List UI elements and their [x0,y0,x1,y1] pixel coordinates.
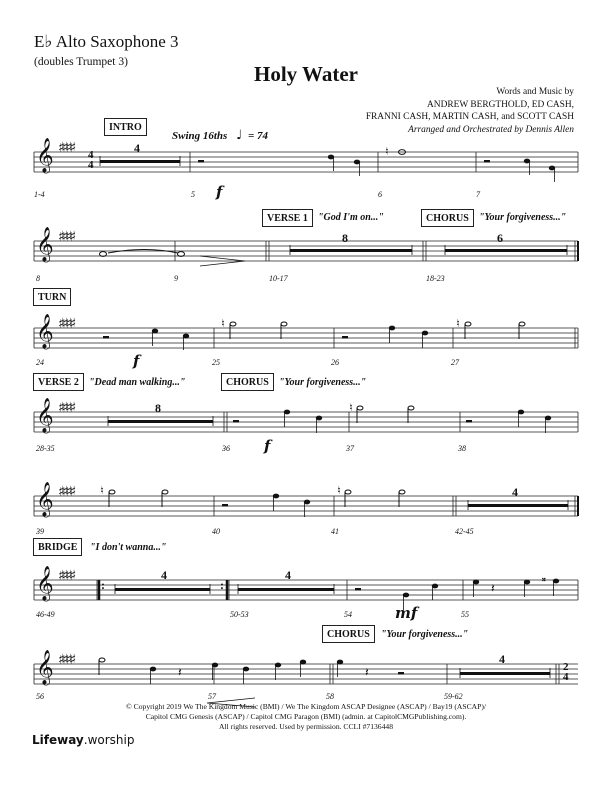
measure-number: 46-49 [36,610,55,619]
natural-sign-icon: ♮ [456,318,460,330]
dynamic-marking: f [264,437,271,455]
measure-number: 58 [326,692,334,701]
measure-number: 1-4 [34,190,45,199]
multirest-count: 4 [134,141,140,155]
tempo-bpm: = 74 [248,130,269,142]
multirest-count: 4 [161,568,167,582]
key-signature-sharps-icon: ♯♯♯♯ [58,400,74,416]
credits-line: FRANNI CASH, MARTIN CASH, and SCOTT CASH [365,112,574,123]
measure-number: 27 [451,358,459,367]
dynamic-marking: mf [395,604,418,622]
rehearsal-mark-verse-2: VERSE 2 [33,373,84,391]
instrument-doubling: (doubles Trumpet 3) [34,56,128,68]
measure-number: 24 [36,358,44,367]
quarter-rest-icon: 𝄽 [178,665,182,679]
time-signature-change: 2 4 [563,661,569,683]
copyright-line: © Copyright 2019 We The Kingdom Music (BMI) / We The Kingdom ASCAP Designee (ASCAP) / Bay19 (ASCAP)/ [126,702,486,711]
key-signature-sharps-icon: ♯♯♯♯ [58,652,74,668]
rehearsal-mark-intro: INTRO [104,118,147,136]
measure-number: 5 [191,190,195,199]
treble-clef-icon: 𝄞 [36,398,54,433]
lyric-cue: "Your forgiveness..." [279,377,367,388]
copyright-notice [0,702,612,732]
tempo-style: Swing 16ths [172,130,228,142]
measure-number: 59-62 [444,692,463,701]
rehearsal-mark-chorus: CHORUS [221,373,274,391]
rehearsal-mark-turn: TURN [33,288,71,306]
repeat-start-dots: : [101,578,105,592]
key-signature-sharps-icon: ♯♯♯♯ [58,229,74,245]
key-signature-sharps-icon: ♯♯♯♯ [58,568,74,584]
treble-clef-icon: 𝄞 [36,138,54,173]
measure-number: 38 [458,444,466,453]
rehearsal-mark-chorus: CHORUS [421,209,474,227]
measure-number: 57 [208,692,216,701]
multirest-count: 8 [155,401,161,415]
multirest-count: 4 [499,652,505,666]
copyright-line: All rights reserved. Used by permission. CCLI #7136448 [218,722,393,731]
measure-number: 40 [212,527,220,536]
staff-system-3 [34,328,578,348]
lyric-cue: "God I'm on..." [318,212,384,223]
measure-number: 50-53 [230,610,249,619]
lyric-cue: "I don't wanna..." [90,542,167,553]
key-signature-sharps-icon: ♯♯♯♯ [58,316,74,332]
arranger-credit: Arranged and Orchestrated by Dennis Allen [408,124,574,135]
treble-clef-icon: 𝄞 [36,227,54,262]
quarter-rest-icon: 𝄽 [491,581,495,595]
measure-number: 10-17 [269,274,288,283]
lyric-cue: "Your forgiveness..." [479,212,567,223]
credits-line: ANDREW BERGTHOLD, ED CASH, [427,99,574,110]
natural-sign-icon: ♮ [337,485,341,497]
lifeway-worship-logo: Lifeway.worship [32,733,135,747]
measure-number: 54 [344,610,352,619]
multirest-count: 4 [285,568,291,582]
measure-number: 36 [222,444,230,453]
treble-clef-icon: 𝄞 [36,314,54,349]
rehearsal-mark-bridge: BRIDGE [33,538,82,556]
measure-number: 18-23 [426,274,445,283]
song-title: Holy Water [253,62,358,86]
measure-number: 41 [331,527,339,536]
treble-clef-icon: 𝄞 [36,566,54,601]
treble-clef-icon: 𝄞 [36,650,54,685]
dynamic-marking: f [216,183,223,201]
measure-number: 9 [174,274,178,283]
lyric-cue: "Dead man walking..." [89,377,186,388]
key-signature-sharps-icon: ♯♯♯♯ [58,484,74,500]
lyric-cue: "Your forgiveness..." [381,629,469,640]
natural-sign-icon: ♮ [221,318,225,330]
measure-number: 6 [378,190,382,199]
quarter-rest-icon: 𝄽 [365,665,369,679]
measure-number: 25 [212,358,220,367]
key-signature-sharps-icon: ♯♯♯♯ [58,140,74,156]
natural-sign-icon: ♮ [349,402,353,414]
measure-number: 39 [36,527,44,536]
measure-number: 42-45 [455,527,474,536]
double-sharp-icon: 𝄪 [542,574,546,583]
repeat-end-dots: : [220,578,224,592]
natural-sign-icon: ♮ [100,485,104,497]
time-signature: 4 4 [88,149,94,171]
measure-number: 28-35 [36,444,55,453]
measure-number: 56 [36,692,44,701]
rehearsal-mark-chorus: CHORUS [322,625,375,643]
multirest-count: 8 [342,231,348,245]
treble-clef-icon: 𝄞 [36,482,54,517]
dynamic-marking: f [133,352,140,370]
measure-number: 7 [476,190,480,199]
credits-line: Words and Music by [496,87,574,97]
multirest-count: 6 [497,231,503,245]
measure-number: 55 [461,610,469,619]
instrument-name: E♭ Alto Saxophone 3 [34,32,179,51]
quarter-note-icon: ♩ [236,128,243,143]
natural-sign-icon: ♮ [385,146,389,158]
rehearsal-mark-verse-1: VERSE 1 [262,209,313,227]
measure-number: 26 [331,358,339,367]
measure-number: 8 [36,274,40,283]
copyright-line: Capitol CMG Genesis (ASCAP) / Capitol CMG Paragon (BMI) (admin. at CapitolCMGPublishing.com). [145,712,467,721]
measure-number: 37 [346,444,354,453]
multirest-count: 4 [512,485,518,499]
